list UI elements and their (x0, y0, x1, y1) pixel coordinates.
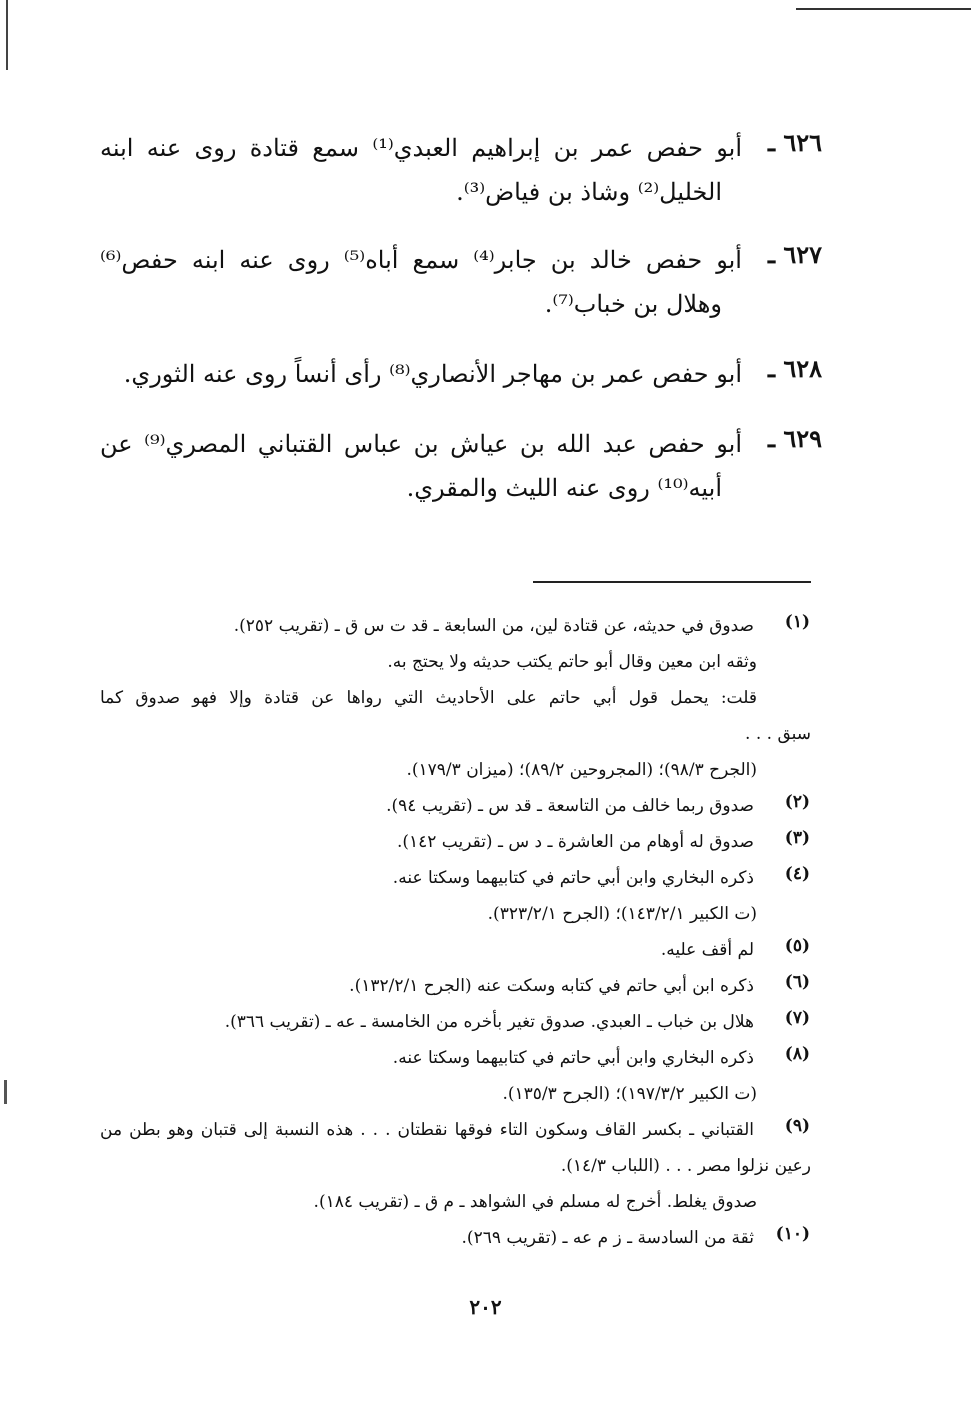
entry-text-line: أبيه⁽¹⁰⁾ روى عنه الليث والمقري. (406, 474, 722, 502)
footnote-continuation: (الجرح ٩٨/٣)؛ (المجروحين ٨٩/٢)؛ (ميزان ١٧٩/٣). (406, 760, 757, 780)
entry-number: ٦٢٨ ـ (767, 354, 822, 383)
entry-number: ٦٢٩ ـ (767, 424, 822, 453)
footnote-continuation: (ت الكبير ١٤٣/٢/١)؛ (الجرح ٣٢٣/٢/١). (487, 904, 757, 924)
footnote-text: ثقة من السادسة ـ ز م عه ـ (تقريب ٢٦٩). (461, 1228, 754, 1248)
footnote-continuation: صدوق يغلط. أخرج له مسلم في الشواهد ـ م ق ـ (تقريب ١٨٤). (313, 1192, 757, 1212)
footnote-number: (٨) (784, 1044, 810, 1064)
footnote-number: (٧) (784, 1008, 810, 1028)
footnote-number: (٣) (784, 828, 810, 848)
footnote-text: ذكره ابن أبي حاتم في كتابه وسكت عنه (الجرح ١٣٢/٢/١). (349, 976, 754, 996)
entry-text-line: أبو حفص عمر بن مهاجر الأنصاري⁽⁸⁾ رأى أنساً روى عنه الثوري. (123, 360, 742, 388)
footnote-continuation: وثقه ابن معين وقال أبو حاتم يكتب حديثه ولا يحتج به. (387, 652, 757, 672)
footnote-number: (٥) (784, 936, 810, 956)
footnote-text: صدوق له أوهام من العاشرة ـ د س ـ (تقريب ١٤٢). (396, 832, 754, 852)
footnote-number: (٢) (784, 792, 810, 812)
entry-text-line: أبو حفص عبد الله بن عياش بن عباس القتباني المصري⁽⁹⁾ عن (100, 430, 742, 458)
footnote-number: (٩) (784, 1116, 810, 1136)
entry-text-line: الخليل⁽²⁾ وشاذ بن فياض⁽³⁾. (456, 178, 722, 206)
scan-edge-line (796, 8, 971, 10)
entry-number: ٦٢٦ ـ (767, 128, 822, 157)
entry-number: ٦٢٧ ـ (767, 240, 822, 269)
page-number: ٢٠٢ (469, 1295, 502, 1319)
footnote-number: (٦) (784, 972, 810, 992)
footnote-continuation: (ت الكبير ١٩٧/٣/٢)؛ (الجرح ١٣٥/٣). (502, 1084, 757, 1104)
footnote-text: صدوق في حديثه، عن قتادة لين، من السابعة ـ قد ت س ق ـ (تقريب ٢٥٢). (233, 616, 754, 636)
scan-edge-line-left (6, 0, 8, 70)
footnote-separator (533, 581, 811, 583)
scan-mark (4, 1080, 7, 1104)
footnote-number: (٤) (784, 864, 810, 884)
footnote-number: (١٠) (775, 1224, 810, 1244)
footnote-text: ذكره البخاري وابن أبي حاتم في كتابيهما وسكتا عنه. (392, 868, 754, 888)
footnote-continuation: سبق . . . (745, 724, 811, 744)
footnote-number: (١) (784, 612, 810, 632)
entry-text-line: أبو حفص عمر بن إبراهيم العبدي⁽¹⁾ سمع قتادة روى عنه ابنه (100, 134, 742, 162)
entry-text-line: أبو حفص خالد بن جابر⁽⁴⁾ سمع أباه⁽⁵⁾ روى عنه ابنه حفص⁽⁶⁾ (100, 246, 742, 274)
footnote-continuation: قلت: يحمل قول أبي حاتم على الأحاديث التي رواها عن قتادة وإلا فهو صدوق كما (100, 688, 757, 708)
entry-text-line: وهلال بن خباب⁽⁷⁾. (544, 290, 722, 318)
footnote-continuation: رعين نزلوا مصر . . . (اللباب ١٤/٣). (560, 1156, 811, 1176)
footnote-text: هلال بن خباب ـ العبدي. صدوق تغير بأخره من الخامسة ـ عه ـ (تقريب ٣٦٦). (224, 1012, 754, 1032)
footnote-text: القتباني ـ بكسر القاف وسكون التاء فوقها نقطتان . . . هذه النسبة إلى قتبان وهو بطن من (100, 1120, 754, 1140)
footnote-text: لم أقف عليه. (660, 940, 754, 960)
footnote-text: ذكره البخاري وابن أبي حاتم في كتابيهما وسكتا عنه. (392, 1048, 754, 1068)
footnote-text: صدوق ربما خالف من التاسعة ـ قد س ـ (تقريب ٩٤). (386, 796, 754, 816)
